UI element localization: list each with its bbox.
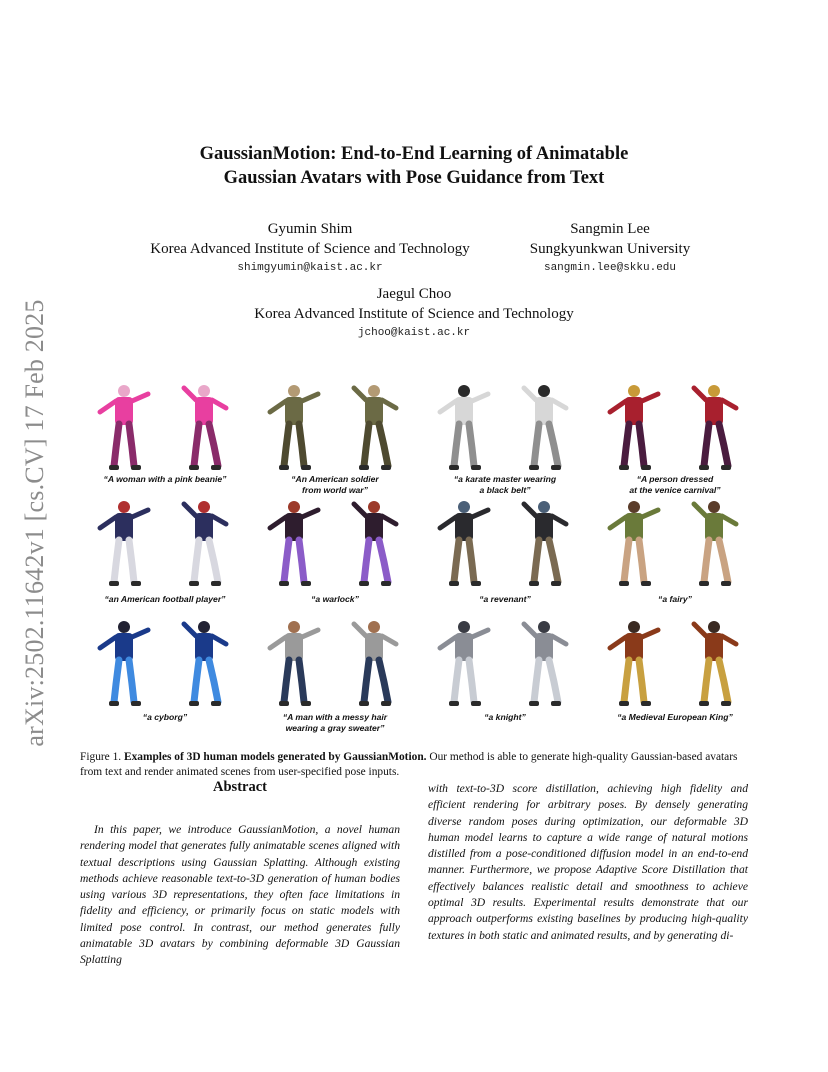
title-line-2: Gaussian Avatars with Pose Guidance from Text (223, 168, 605, 188)
figure-cell (590, 496, 760, 588)
figure-cell (80, 496, 250, 588)
avatar-figure (434, 618, 494, 708)
author-affiliation: Sungkyunkwan University (529, 241, 691, 257)
title-line-1: GaussianMotion: End-to-End Learning of Animatable (199, 144, 629, 164)
author-block-1 (130, 219, 490, 277)
figure-cell-caption (590, 712, 760, 723)
avatar-figure (264, 498, 324, 588)
author-email: sangmin.lee@skku.edu (543, 262, 677, 274)
figure-cell-caption (590, 594, 760, 605)
author-name: Jaegul Choo (376, 286, 452, 302)
figure-cell-caption (250, 712, 420, 734)
abstract-heading: Abstract (213, 779, 267, 795)
author-affiliation: Korea Advanced Institute of Science and Technology (254, 306, 574, 322)
avatar-figure (514, 382, 574, 472)
figure-cell-caption (250, 474, 420, 496)
paper-title (0, 142, 828, 190)
caption-line-2: a black belt” (479, 485, 531, 495)
abstract-text-right: with text-to-3D score distillation, achieving high fidelity and efficient rendering for arbitrary poses. By densely generating diverse random poses during optimization, our deformable 3D human model learns to capture a wide range of natural motions distilled from a pose-conditioned diffusion model in an end-to-end manner. Furthermore, we propose Adaptive Score Distillation that effectively balances realistic detail and smoothness to achieve optimal 3D results. Experimental results demonstrate that our approach outperforms existing baselines by producing high-quality textures in both static and animated results, and by generating di- (428, 782, 748, 942)
avatar-figure (264, 618, 324, 708)
author-block-2 (510, 219, 710, 277)
author-email: jchoo@kaist.ac.kr (357, 327, 471, 339)
figure-cell-caption (250, 594, 420, 605)
figure-1-caption (80, 750, 748, 780)
abstract-column-left (80, 822, 400, 969)
figure-label: Figure 1. (80, 751, 122, 763)
caption-line-1: “A person dressed (636, 474, 714, 484)
author-name: Sangmin Lee (570, 221, 650, 237)
avatar-figure (94, 382, 154, 472)
caption-line-2: from world war” (302, 485, 368, 495)
figure-caption-bold: Examples of 3D human models generated by GaussianMotion. (124, 751, 427, 763)
caption-line-1: “a Medieval European King” (617, 712, 733, 722)
caption-line-2: wearing a gray sweater” (285, 723, 385, 733)
avatar-figure (604, 382, 664, 472)
figure-cell-caption (80, 594, 250, 605)
figure-cell-caption (420, 712, 590, 723)
avatar-figure (344, 498, 404, 588)
avatar-figure (684, 498, 744, 588)
caption-line-1: “A man with a messy hair (282, 712, 388, 722)
figure-1-grid (80, 380, 760, 740)
avatar-figure (684, 382, 744, 472)
avatar-figure (94, 618, 154, 708)
avatar-figure (514, 498, 574, 588)
avatar-figure (174, 498, 234, 588)
abstract-text-left: In this paper, we introduce GaussianMotion, a novel human rendering model that generates fully animatable scenes aligned with textual descriptions using Gaussian Splatting. Although existing methods achieve reasonable text-to-3D generation of human bodies using various 3D representations, they often face limitations in fidelity and efficiency, or primarily focus on static models with limited pose control. In contrast, our method generates fully animatable 3D avatars by combining deformable 3D Gaussian Splatting (80, 823, 400, 967)
avatar-figure (604, 618, 664, 708)
figure-cell-caption (80, 474, 250, 485)
figure-cell (420, 616, 590, 708)
caption-line-1: “an American football player” (104, 594, 226, 604)
avatar-figure (174, 382, 234, 472)
figure-caption-text: Our method is able to generate high-quality Gaussian-based avatars from text and render animated scenes from user-specified pose inputs. (80, 751, 738, 778)
avatar-figure (684, 618, 744, 708)
abstract-column-right (428, 781, 748, 944)
avatar-figure (604, 498, 664, 588)
figure-cell (250, 380, 420, 472)
figure-cell (590, 616, 760, 708)
caption-line-1: “a revenant” (479, 594, 531, 604)
avatar-figure (514, 618, 574, 708)
figure-cell (250, 616, 420, 708)
figure-cell-caption (590, 474, 760, 496)
caption-line-1: “a warlock” (311, 594, 359, 604)
caption-line-1: “a karate master wearing (453, 474, 557, 484)
author-name: Gyumin Shim (267, 221, 353, 237)
figure-cell (80, 616, 250, 708)
caption-line-2: at the venice carnival” (629, 485, 721, 495)
avatar-figure (94, 498, 154, 588)
caption-line-1: “An American soldier (291, 474, 379, 484)
figure-cell (420, 380, 590, 472)
caption-line-1: “a knight” (484, 712, 526, 722)
arxiv-stamp (18, 288, 52, 758)
avatar-figure (174, 618, 234, 708)
avatar-figure (434, 498, 494, 588)
figure-cell-caption (420, 594, 590, 605)
figure-cell-caption (80, 712, 250, 723)
figure-cell (250, 496, 420, 588)
author-email: shimgyumin@kaist.ac.kr (237, 262, 383, 274)
avatar-figure (344, 618, 404, 708)
avatar-figure (264, 382, 324, 472)
avatar-figure (344, 382, 404, 472)
figure-cell (80, 380, 250, 472)
arxiv-identifier: arXiv:2502.11642v1 [cs.CV] 17 Feb 2025 (20, 299, 49, 747)
figure-cell (420, 496, 590, 588)
figure-cell (590, 380, 760, 472)
caption-line-1: “A woman with a pink beanie” (103, 474, 227, 484)
avatar-figure (434, 382, 494, 472)
figure-cell-caption (420, 474, 590, 496)
caption-line-1: “a cyborg” (142, 712, 188, 722)
caption-line-1: “a fairy” (658, 594, 692, 604)
author-affiliation: Korea Advanced Institute of Science and Technology (150, 241, 470, 257)
author-block-3 (214, 284, 614, 342)
